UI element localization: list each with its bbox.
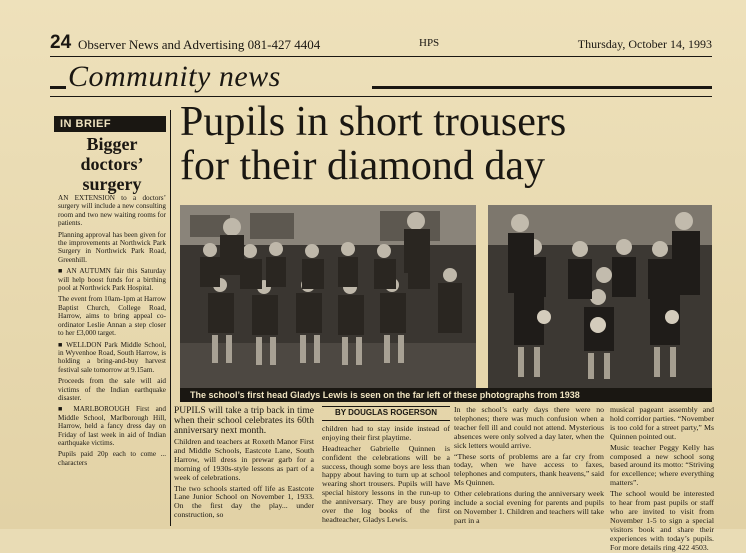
brief-paragraph: ■ WELLDON Park Middle School, in Wyvenhoe Road, South Harrow, is holding a bring-and-buy harvest festival sale tomorrow at 9.15am. [58, 340, 166, 374]
section-title: Community news [68, 60, 281, 93]
article-paragraph: Headteacher Gabrielle Quinnen is confident the celebrations will be a success, though some boys are less than happy about having to turn up at school wearing short trousers. Pupils will have special history lessons in the run-up to the anniversary. They are busy poring over the log books of the first headteacher, Gladys Lewis. [322, 443, 450, 524]
brief-paragraph: ■ AN AUTUMN fair this Saturday will help boost funds for a birthing pool at Northwick Park Hospital. [58, 267, 166, 293]
article-paragraph: Other celebrations during the anniversary week include a social evening for parents and pupils on November 1. Children and teachers will take part in a [454, 489, 604, 525]
brief-body [58, 194, 166, 470]
article-paragraph: The school would be interested to hear from past pupils or staff who are invited to visit from November 1-5 to sign a special visitors book and share their experiences with today’s pupils. For more details ring 422 4503. [610, 489, 714, 552]
class-photo-boys [180, 205, 476, 388]
in-brief-column [52, 110, 171, 526]
main-headline: Pupils in short trousers for their diamond day [180, 99, 567, 189]
edition-code: HPS [419, 37, 440, 49]
brief-paragraph: ■ MARLBOROUGH First and Middle School, Marlborough Hill, Harrow, held a fancy dress day on Friday of last week in aid of Indian earthquake victims. [58, 405, 166, 447]
article-paragraph: In the school’s early days there were no telephones; there was much confusion when a teacher fell ill and could not attend. Mysterious absences were only solved a day later, when the sick letters would arrive. [454, 405, 604, 450]
in-brief-tag: IN BRIEF [54, 116, 166, 132]
brief-paragraph: AN EXTENSION to a doctors’ surgery will include a new consulting room and two new waiting rooms for patients. [58, 194, 166, 228]
brief-paragraph: Planning approval has been given for the improvements at Northwick Park Surgery in Northwick Park Road, Greenhill. [58, 230, 166, 264]
photo-girls-image [488, 205, 712, 388]
article-paragraph: Music teacher Peggy Kelly has composed a new school song based around its motto: “Striving for excellence; where everything matters”. [610, 442, 714, 488]
article-paragraph: children had to stay inside instead of enjoying their first playtime. [322, 423, 450, 442]
byline: BY DOUGLAS ROGERSON [322, 406, 450, 421]
brief-paragraph: Pupils paid 20p each to come ... characters [58, 450, 166, 467]
brief-headline: Bigger doctors’ surgery [80, 134, 144, 194]
article-paragraph: musical pageant assembly and hold corridor parties. “November is too cold for a street party,” Ms Quinnen pointed out. [610, 405, 714, 441]
article-paragraph: “These sorts of problems are a far cry from today, when we have access to faxes, telephones and computers, thank heavens,” said Ms Quinnen. [454, 451, 604, 488]
article-paragraph: The two schools started off life as Eastcote Lane Junior School on November 1, 1933. On the first day the play... under construction, so [174, 483, 314, 520]
section-rule-under [50, 96, 712, 97]
article-paragraph: Children and teachers at Roxeth Manor First and Middle Schools, Eastcote Lane, South Harrow, will dress in prewar garb for a morning of 1930s-style lessons as part of a week of celebrations. [174, 437, 314, 482]
brief-paragraph: Proceeds from the sale will aid victims of the Indian earthquake disaster. [58, 377, 166, 402]
section-rule-left [50, 86, 66, 89]
article-column-4 [610, 405, 714, 552]
article-paragraph: PUPILS will take a trip back in time when their school celebrates its 60th anniversary next month. [174, 406, 314, 436]
article-column-3 [454, 406, 604, 529]
header-rule [50, 56, 712, 57]
page-number: 24 [50, 32, 72, 53]
article-column-2 [322, 406, 450, 529]
section-rule-right [372, 86, 712, 89]
issue-date: Thursday, October 14, 1993 [577, 37, 712, 51]
paper-name: Observer News and Advertising 081-427 4404 [78, 37, 321, 52]
photo-boys-image [180, 205, 476, 388]
class-photo-girls [488, 205, 712, 388]
photo-caption: The school’s first head Gladys Lewis is seen on the far left of these photographs from 1938 [180, 388, 712, 402]
brief-paragraph: The event from 10am-1pm at Harrow Baptist Church, College Road, Harrow, aims to bring appeal co-ordinator Leslie Annan a step closer to her £3,000 target. [58, 295, 166, 338]
article-column-1 [174, 406, 314, 529]
